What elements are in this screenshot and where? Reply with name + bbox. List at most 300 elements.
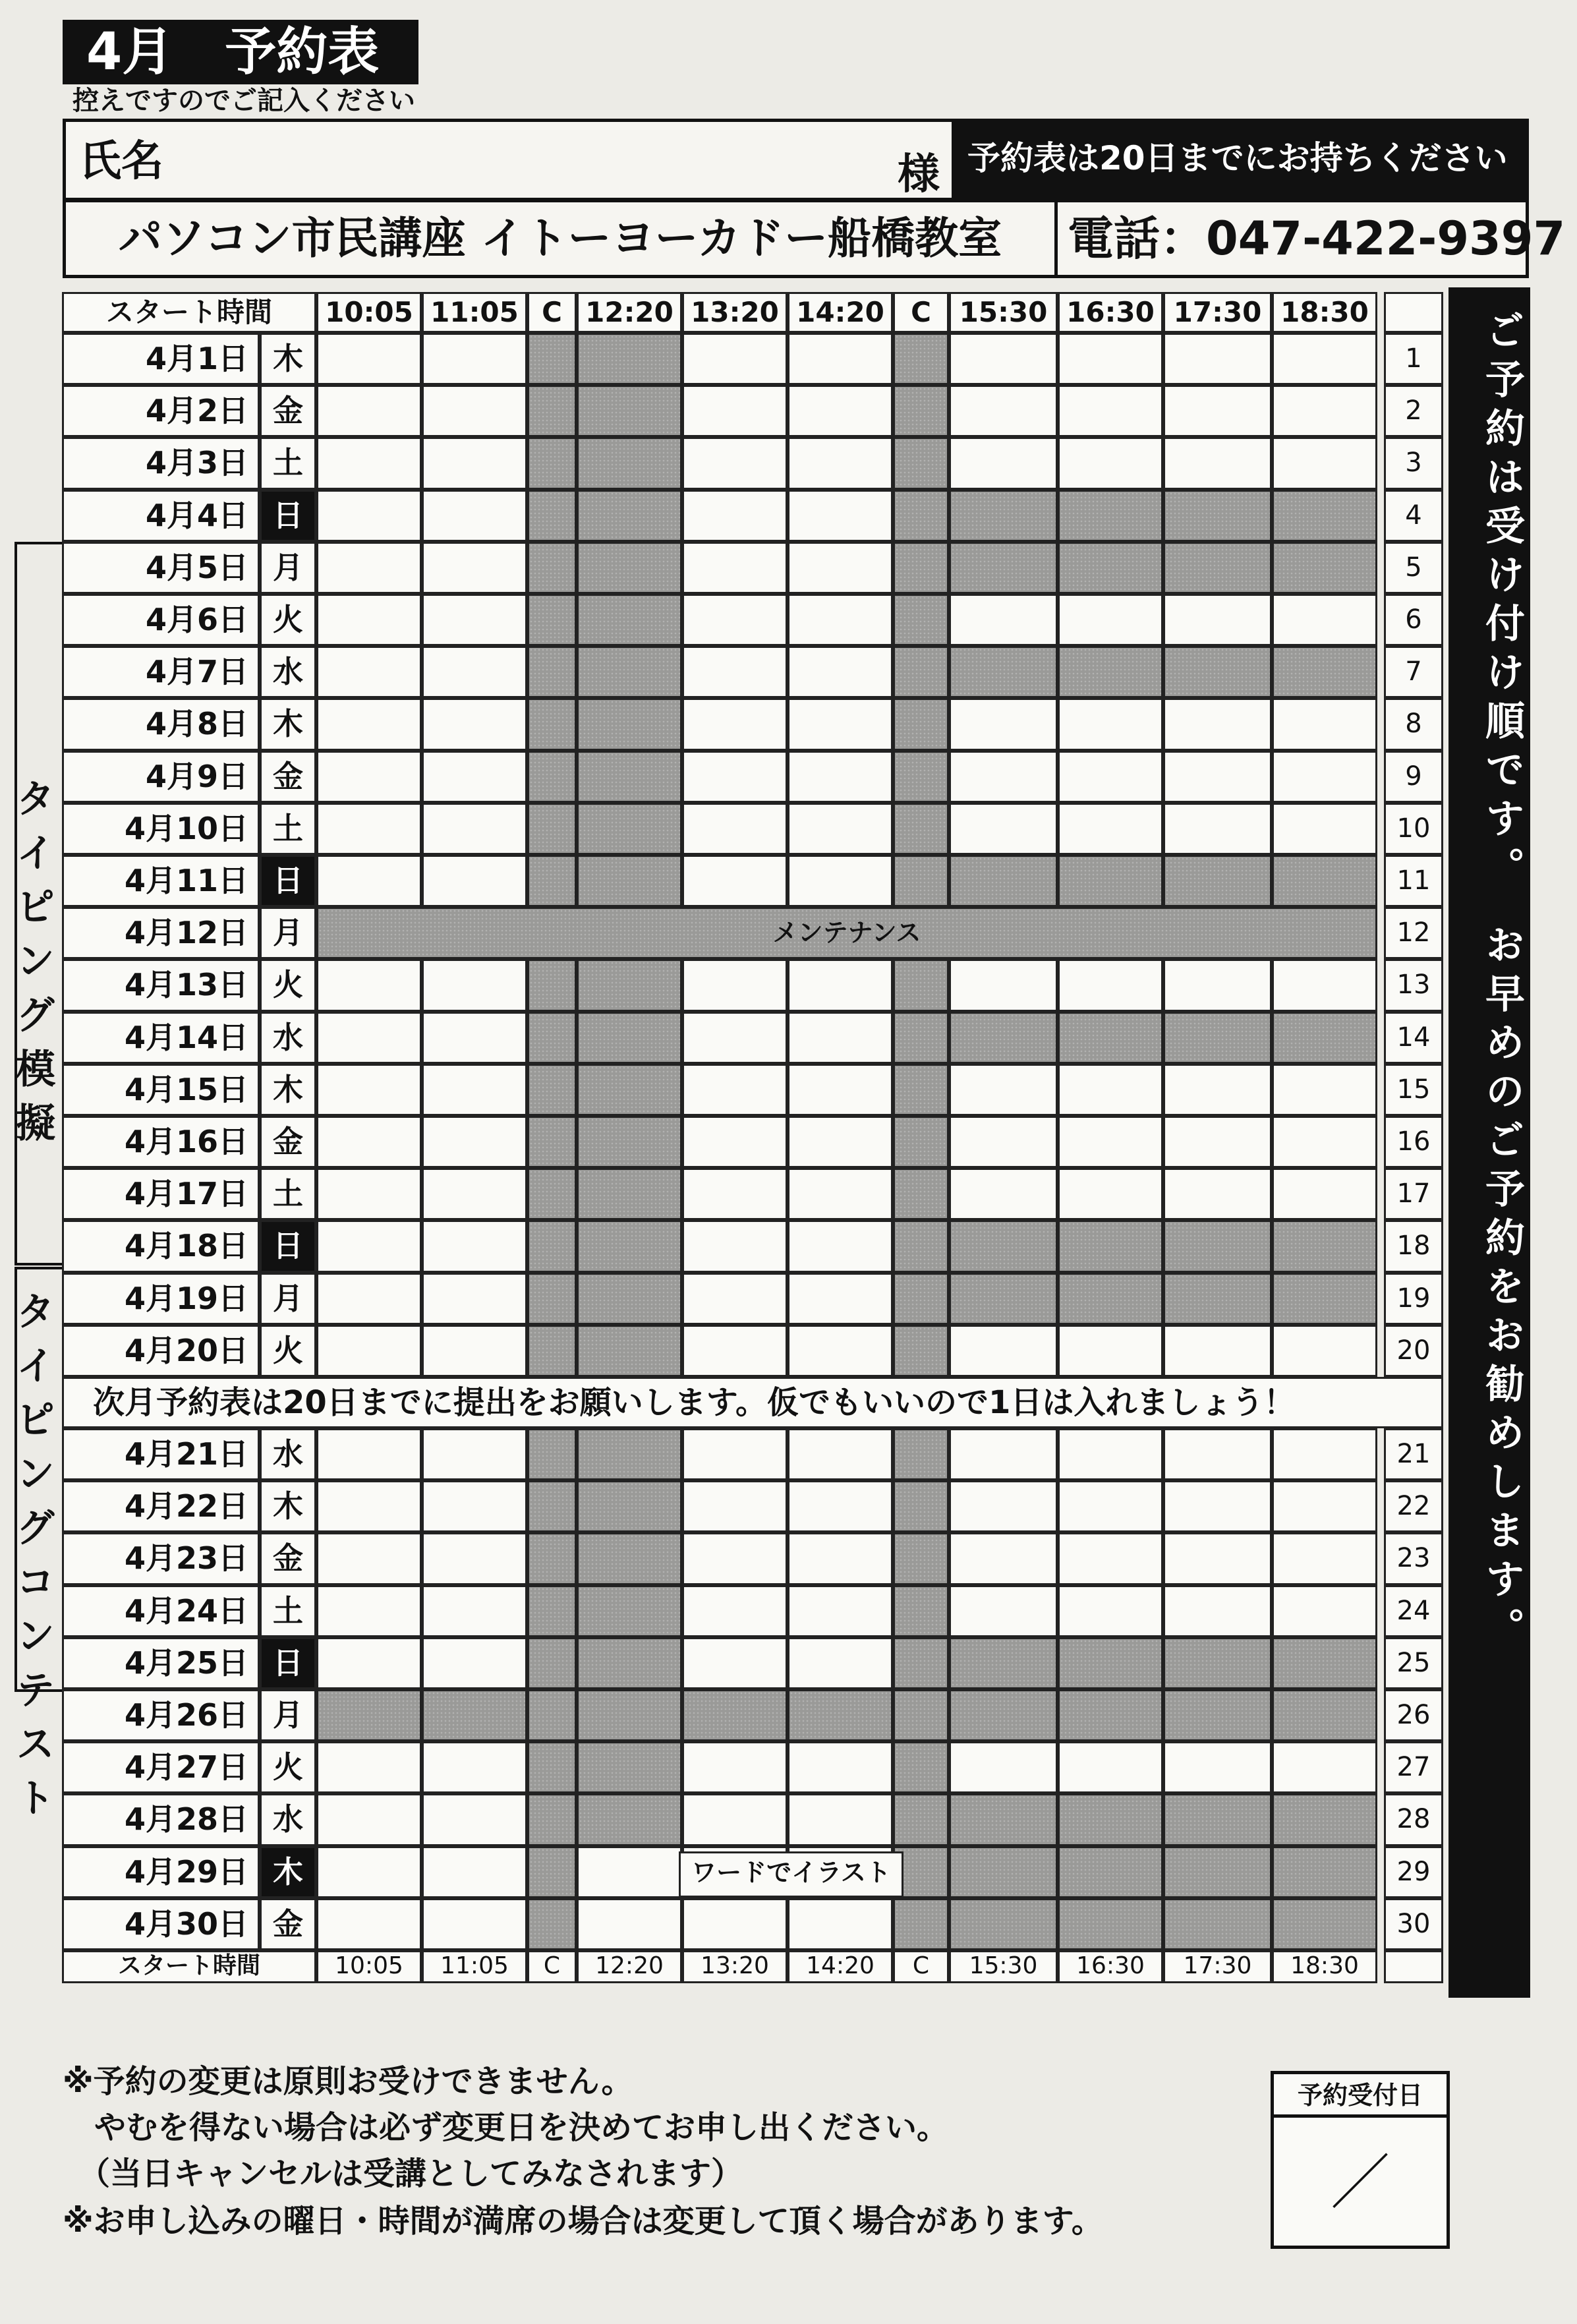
booking-slot[interactable] xyxy=(422,1325,527,1377)
booking-slot[interactable] xyxy=(1163,1168,1272,1220)
booking-slot xyxy=(527,1532,577,1584)
booking-slot[interactable] xyxy=(422,1532,527,1584)
booking-slot[interactable] xyxy=(1272,333,1377,385)
booking-slot xyxy=(893,1480,949,1532)
booking-slot[interactable] xyxy=(1058,959,1163,1011)
row-number: 26 xyxy=(1384,1689,1443,1741)
booking-slot[interactable] xyxy=(682,333,788,385)
booking-slot[interactable] xyxy=(577,1898,682,1950)
booking-slot xyxy=(577,333,682,385)
date-cell: 4月17日 xyxy=(62,1168,260,1220)
booking-slot[interactable] xyxy=(949,333,1058,385)
booking-slot xyxy=(949,1898,1058,1950)
booking-slot[interactable] xyxy=(788,1168,893,1220)
acceptance-date-box[interactable] xyxy=(1271,2071,1450,2249)
row-number: 2 xyxy=(1384,385,1443,437)
date-cell: 4月14日 xyxy=(62,1012,260,1064)
booking-slot[interactable] xyxy=(788,1064,893,1116)
booking-slot[interactable] xyxy=(422,1428,527,1480)
time-slot-footer: 13:20 xyxy=(682,1950,788,1983)
booking-slot[interactable] xyxy=(682,1064,788,1116)
booking-slot[interactable] xyxy=(1272,594,1377,646)
booking-slot[interactable] xyxy=(422,1846,527,1898)
booking-slot[interactable] xyxy=(1058,1428,1163,1480)
booking-slot[interactable] xyxy=(949,594,1058,646)
booking-slot[interactable] xyxy=(1272,1168,1377,1220)
booking-slot xyxy=(1163,1898,1272,1950)
booking-slot[interactable] xyxy=(788,1012,893,1064)
time-slot-footer: C xyxy=(527,1950,577,1983)
booking-slot[interactable] xyxy=(316,1585,422,1637)
booking-slot[interactable] xyxy=(788,646,893,698)
weekday-cell: 木 xyxy=(260,1480,316,1532)
booking-slot xyxy=(1272,1637,1377,1689)
booking-slot xyxy=(527,490,577,542)
row-number: 10 xyxy=(1384,803,1443,855)
booking-slot xyxy=(1272,1846,1377,1898)
booking-slot[interactable] xyxy=(788,1428,893,1480)
time-slot-header: 16:30 xyxy=(1058,292,1163,333)
booking-slot[interactable] xyxy=(682,490,788,542)
booking-slot[interactable] xyxy=(422,1585,527,1637)
booking-slot[interactable] xyxy=(682,1116,788,1168)
booking-slot[interactable] xyxy=(682,646,788,698)
booking-slot[interactable] xyxy=(1163,333,1272,385)
booking-slot xyxy=(893,698,949,750)
booking-slot[interactable] xyxy=(682,437,788,489)
booking-slot[interactable] xyxy=(788,333,893,385)
booking-slot xyxy=(1058,1793,1163,1845)
booking-slot xyxy=(527,1012,577,1064)
honorific-label: 様 xyxy=(898,150,940,199)
booking-slot xyxy=(1272,1012,1377,1064)
weekday-cell: 土 xyxy=(260,1585,316,1637)
booking-slot[interactable] xyxy=(949,385,1058,437)
booking-slot[interactable] xyxy=(316,1898,422,1950)
booking-slot[interactable] xyxy=(788,1585,893,1637)
booking-slot[interactable] xyxy=(949,698,1058,750)
booking-slot[interactable] xyxy=(682,803,788,855)
booking-slot xyxy=(577,803,682,855)
booking-slot[interactable] xyxy=(949,959,1058,1011)
booking-slot[interactable] xyxy=(1272,698,1377,750)
booking-slot[interactable] xyxy=(422,1480,527,1532)
booking-slot[interactable] xyxy=(682,1220,788,1272)
booking-slot xyxy=(1272,855,1377,907)
time-slot-header: 18:30 xyxy=(1272,292,1377,333)
booking-slot[interactable] xyxy=(1272,751,1377,803)
booking-slot[interactable] xyxy=(1272,385,1377,437)
booking-slot[interactable] xyxy=(682,698,788,750)
booking-slot[interactable] xyxy=(422,490,527,542)
booking-slot[interactable] xyxy=(1272,803,1377,855)
booking-slot xyxy=(1272,1273,1377,1325)
booking-slot xyxy=(1058,1898,1163,1950)
booking-slot xyxy=(527,803,577,855)
booking-slot[interactable] xyxy=(788,1116,893,1168)
booking-slot[interactable] xyxy=(949,1480,1058,1532)
booking-slot xyxy=(527,855,577,907)
booking-slot[interactable] xyxy=(788,751,893,803)
booking-slot[interactable] xyxy=(1163,1428,1272,1480)
booking-slot xyxy=(527,751,577,803)
date-cell: 4月15日 xyxy=(62,1064,260,1116)
booking-slot xyxy=(949,646,1058,698)
weekday-cell: 月 xyxy=(260,542,316,594)
booking-slot[interactable] xyxy=(1163,1116,1272,1168)
booking-slot[interactable] xyxy=(1058,1480,1163,1532)
maintenance-band: メンテナンス xyxy=(316,907,1377,959)
name-field-row[interactable] xyxy=(63,119,1529,201)
booking-slot xyxy=(893,542,949,594)
booking-slot[interactable] xyxy=(949,751,1058,803)
footer-note-3: （当日キャンセルは受講としてみなされます） xyxy=(63,2155,743,2192)
weekday-cell: 火 xyxy=(260,594,316,646)
booking-slot[interactable] xyxy=(682,751,788,803)
date-cell: 4月28日 xyxy=(62,1793,260,1845)
booking-slot[interactable] xyxy=(422,1637,527,1689)
booking-slot[interactable] xyxy=(1163,594,1272,646)
booking-slot[interactable] xyxy=(1163,1585,1272,1637)
booking-slot[interactable] xyxy=(1058,698,1163,750)
booking-slot[interactable] xyxy=(1272,1116,1377,1168)
booking-slot[interactable] xyxy=(682,1480,788,1532)
booking-slot[interactable] xyxy=(682,855,788,907)
booking-slot[interactable] xyxy=(788,1273,893,1325)
booking-slot[interactable] xyxy=(788,959,893,1011)
booking-slot[interactable] xyxy=(1272,1741,1377,1793)
booking-slot xyxy=(1272,1689,1377,1741)
booking-slot[interactable] xyxy=(949,437,1058,489)
booking-slot[interactable] xyxy=(422,959,527,1011)
booking-slot xyxy=(893,1012,949,1064)
booking-slot[interactable] xyxy=(1272,959,1377,1011)
row-number: 4 xyxy=(1384,490,1443,542)
booking-slot xyxy=(1058,542,1163,594)
booking-slot[interactable] xyxy=(788,1532,893,1584)
booking-slot xyxy=(577,1637,682,1689)
booking-slot[interactable] xyxy=(316,1273,422,1325)
date-cell: 4月5日 xyxy=(62,542,260,594)
weekday-cell: 月 xyxy=(260,1273,316,1325)
time-slot-header: C xyxy=(893,292,949,333)
booking-slot xyxy=(577,1273,682,1325)
booking-slot[interactable] xyxy=(949,1428,1058,1480)
booking-slot[interactable] xyxy=(949,1532,1058,1584)
booking-slot xyxy=(1058,1273,1163,1325)
booking-slot[interactable] xyxy=(1272,1428,1377,1480)
booking-slot[interactable] xyxy=(422,855,527,907)
booking-slot[interactable] xyxy=(682,542,788,594)
booking-slot[interactable] xyxy=(316,1846,422,1898)
booking-slot[interactable] xyxy=(682,1585,788,1637)
time-slot-header: 12:20 xyxy=(577,292,682,333)
booking-slot[interactable] xyxy=(1058,803,1163,855)
booking-slot[interactable] xyxy=(1163,751,1272,803)
date-cell: 4月24日 xyxy=(62,1585,260,1637)
booking-slot xyxy=(577,542,682,594)
date-cell: 4月6日 xyxy=(62,594,260,646)
booking-slot[interactable] xyxy=(316,1168,422,1220)
booking-slot[interactable] xyxy=(1163,437,1272,489)
booking-slot[interactable] xyxy=(316,333,422,385)
booking-slot[interactable] xyxy=(949,1585,1058,1637)
weekday-cell: 金 xyxy=(260,751,316,803)
booking-slot[interactable] xyxy=(1058,1325,1163,1377)
row-number: 25 xyxy=(1384,1637,1443,1689)
time-slot-footer: 10:05 xyxy=(316,1950,422,1983)
booking-slot xyxy=(527,1168,577,1220)
booking-slot xyxy=(893,1273,949,1325)
booking-slot[interactable] xyxy=(949,1325,1058,1377)
booking-slot[interactable] xyxy=(1163,959,1272,1011)
booking-slot[interactable] xyxy=(422,385,527,437)
booking-slot[interactable] xyxy=(422,1793,527,1845)
booking-slot[interactable] xyxy=(316,437,422,489)
booking-slot[interactable] xyxy=(316,1428,422,1480)
next-month-notice: 次月予約表は20日までに提出をお願いします。仮でもいいので1日は入れましょう！ xyxy=(62,1377,1443,1428)
booking-slot xyxy=(1163,1637,1272,1689)
footer-note-4: ※お申し込みの曜日・時間が満席の場合は変更して頂く場合があります。 xyxy=(63,2203,1103,2240)
row-number: 22 xyxy=(1384,1480,1443,1532)
booking-slot[interactable] xyxy=(422,1168,527,1220)
booking-slot xyxy=(577,1741,682,1793)
word-illustration-label: ワードでイラスト xyxy=(679,1851,903,1898)
booking-slot[interactable] xyxy=(422,646,527,698)
row-number: 3 xyxy=(1384,437,1443,489)
weekday-cell: 水 xyxy=(260,1428,316,1480)
booking-slot xyxy=(316,1689,422,1741)
booking-slot[interactable] xyxy=(316,855,422,907)
booking-slot[interactable] xyxy=(316,1793,422,1845)
booking-slot[interactable] xyxy=(316,385,422,437)
booking-slot xyxy=(949,1846,1058,1898)
date-cell: 4月25日 xyxy=(62,1637,260,1689)
booking-slot xyxy=(893,594,949,646)
booking-slot xyxy=(527,1793,577,1845)
booking-slot[interactable] xyxy=(1272,1585,1377,1637)
booking-slot[interactable] xyxy=(1058,1116,1163,1168)
booking-slot xyxy=(1272,646,1377,698)
booking-slot[interactable] xyxy=(1163,1741,1272,1793)
booking-slot xyxy=(527,1898,577,1950)
time-slot-header: 11:05 xyxy=(422,292,527,333)
weekday-cell: 木 xyxy=(260,698,316,750)
booking-slot[interactable] xyxy=(422,1273,527,1325)
booking-slot[interactable] xyxy=(949,803,1058,855)
booking-slot[interactable] xyxy=(788,698,893,750)
booking-slot[interactable] xyxy=(788,803,893,855)
booking-slot[interactable] xyxy=(1272,1480,1377,1532)
booking-slot[interactable] xyxy=(788,1325,893,1377)
booking-slot[interactable] xyxy=(682,1532,788,1584)
booking-slot[interactable] xyxy=(577,1846,682,1898)
booking-slot[interactable] xyxy=(1058,1741,1163,1793)
weekday-cell: 日 xyxy=(260,855,316,907)
booking-slot[interactable] xyxy=(1058,1064,1163,1116)
booking-slot[interactable] xyxy=(316,1012,422,1064)
booking-slot xyxy=(893,855,949,907)
start-time-footer: スタート時間 xyxy=(62,1950,316,1983)
booking-slot[interactable] xyxy=(682,385,788,437)
row-number: 6 xyxy=(1384,594,1443,646)
booking-slot[interactable] xyxy=(1058,751,1163,803)
booking-slot[interactable] xyxy=(316,698,422,750)
booking-slot[interactable] xyxy=(682,1325,788,1377)
booking-slot xyxy=(949,1637,1058,1689)
booking-slot[interactable] xyxy=(682,1273,788,1325)
booking-slot[interactable] xyxy=(682,594,788,646)
booking-slot[interactable] xyxy=(1058,385,1163,437)
booking-slot[interactable] xyxy=(788,1220,893,1272)
booking-slot[interactable] xyxy=(682,1741,788,1793)
booking-slot xyxy=(893,437,949,489)
booking-slot xyxy=(893,490,949,542)
booking-slot xyxy=(893,1532,949,1584)
booking-slot[interactable] xyxy=(682,959,788,1011)
booking-slot[interactable] xyxy=(682,1168,788,1220)
date-cell: 4月29日 xyxy=(62,1846,260,1898)
row-number: 21 xyxy=(1384,1428,1443,1480)
booking-slot[interactable] xyxy=(788,437,893,489)
weekday-cell: 木 xyxy=(260,1064,316,1116)
booking-slot[interactable] xyxy=(682,1428,788,1480)
row-number: 16 xyxy=(1384,1116,1443,1168)
booking-slot[interactable] xyxy=(788,542,893,594)
booking-slot[interactable] xyxy=(422,803,527,855)
booking-slot[interactable] xyxy=(682,1793,788,1845)
booking-slot[interactable] xyxy=(1058,594,1163,646)
booking-slot[interactable] xyxy=(682,1637,788,1689)
booking-slot[interactable] xyxy=(788,1480,893,1532)
booking-slot[interactable] xyxy=(1163,1325,1272,1377)
booking-slot[interactable] xyxy=(316,1532,422,1584)
booking-slot[interactable] xyxy=(316,1220,422,1272)
booking-slot xyxy=(527,1325,577,1377)
booking-slot xyxy=(893,1325,949,1377)
booking-slot[interactable] xyxy=(316,803,422,855)
booking-slot[interactable] xyxy=(422,751,527,803)
booking-slot[interactable] xyxy=(949,1116,1058,1168)
booking-slot[interactable] xyxy=(682,1898,788,1950)
booking-slot xyxy=(577,698,682,750)
booking-slot[interactable] xyxy=(422,333,527,385)
booking-slot[interactable] xyxy=(1272,1064,1377,1116)
booking-slot xyxy=(577,646,682,698)
booking-slot[interactable] xyxy=(788,1637,893,1689)
booking-slot[interactable] xyxy=(1058,1168,1163,1220)
booking-slot[interactable] xyxy=(1058,333,1163,385)
booking-slot xyxy=(893,333,949,385)
booking-slot[interactable] xyxy=(1163,698,1272,750)
booking-slot[interactable] xyxy=(422,1898,527,1950)
date-cell: 4月7日 xyxy=(62,646,260,698)
weekday-cell: 金 xyxy=(260,1532,316,1584)
booking-slot[interactable] xyxy=(1163,1532,1272,1584)
booking-slot[interactable] xyxy=(1163,803,1272,855)
row-number: 11 xyxy=(1384,855,1443,907)
row-number: 13 xyxy=(1384,959,1443,1011)
booking-slot xyxy=(949,1012,1058,1064)
booking-slot[interactable] xyxy=(316,542,422,594)
booking-slot xyxy=(577,1689,682,1741)
weekday-cell: 金 xyxy=(260,385,316,437)
booking-slot[interactable] xyxy=(1163,385,1272,437)
booking-slot[interactable] xyxy=(788,1898,893,1950)
booking-slot[interactable] xyxy=(316,959,422,1011)
row-number: 12 xyxy=(1384,907,1443,959)
booking-slot[interactable] xyxy=(1163,1064,1272,1116)
booking-slot[interactable] xyxy=(316,490,422,542)
booking-slot xyxy=(1058,1220,1163,1272)
date-cell: 4月2日 xyxy=(62,385,260,437)
booking-slot[interactable] xyxy=(316,1741,422,1793)
booking-slot[interactable] xyxy=(316,1480,422,1532)
booking-slot[interactable] xyxy=(949,1741,1058,1793)
booking-slot[interactable] xyxy=(1058,437,1163,489)
booking-slot[interactable] xyxy=(1272,1325,1377,1377)
booking-slot xyxy=(1272,1220,1377,1272)
booking-slot[interactable] xyxy=(422,698,527,750)
booking-slot[interactable] xyxy=(422,437,527,489)
date-cell: 4月18日 xyxy=(62,1220,260,1272)
booking-slot xyxy=(527,594,577,646)
booking-slot[interactable] xyxy=(316,594,422,646)
booking-slot[interactable] xyxy=(316,646,422,698)
reservation-message: ご予約は受け付け順です。 お早めのご予約をお勧めします。 xyxy=(1448,287,1530,1998)
booking-slot[interactable] xyxy=(316,1064,422,1116)
deadline-note: 予約表は20日までにお持ちください xyxy=(952,122,1526,198)
booking-slot[interactable] xyxy=(422,542,527,594)
booking-slot[interactable] xyxy=(316,1325,422,1377)
booking-slot[interactable] xyxy=(1058,1585,1163,1637)
booking-slot[interactable] xyxy=(422,1116,527,1168)
booking-slot[interactable] xyxy=(422,1220,527,1272)
booking-slot[interactable] xyxy=(422,594,527,646)
weekday-cell: 木 xyxy=(260,333,316,385)
booking-slot[interactable] xyxy=(316,1637,422,1689)
booking-slot[interactable] xyxy=(316,751,422,803)
booking-slot[interactable] xyxy=(788,1741,893,1793)
booking-slot[interactable] xyxy=(788,855,893,907)
time-slot-header: 14:20 xyxy=(788,292,893,333)
booking-slot xyxy=(527,1846,577,1898)
row-number: 23 xyxy=(1384,1532,1443,1584)
booking-slot[interactable] xyxy=(788,1793,893,1845)
booking-slot[interactable] xyxy=(1163,1480,1272,1532)
booking-slot[interactable] xyxy=(422,1012,527,1064)
time-slot-header: 13:20 xyxy=(682,292,788,333)
booking-slot[interactable] xyxy=(788,594,893,646)
booking-slot[interactable] xyxy=(682,1012,788,1064)
booking-slot[interactable] xyxy=(316,1116,422,1168)
booking-slot[interactable] xyxy=(788,385,893,437)
booking-slot[interactable] xyxy=(949,1064,1058,1116)
booking-slot[interactable] xyxy=(949,1168,1058,1220)
booking-slot[interactable] xyxy=(788,490,893,542)
booking-slot xyxy=(577,1220,682,1272)
booking-slot[interactable] xyxy=(1272,1532,1377,1584)
weekday-cell: 水 xyxy=(260,1793,316,1845)
booking-slot xyxy=(1272,1793,1377,1845)
footer-note-2: やむを得ない場合は必ず変更日を決めてお申し出ください。 xyxy=(63,2109,949,2146)
booking-slot[interactable] xyxy=(1272,437,1377,489)
booking-slot[interactable] xyxy=(422,1741,527,1793)
booking-slot[interactable] xyxy=(422,1064,527,1116)
time-slot-header: 15:30 xyxy=(949,292,1058,333)
booking-slot xyxy=(527,1585,577,1637)
booking-slot[interactable] xyxy=(1058,1532,1163,1584)
